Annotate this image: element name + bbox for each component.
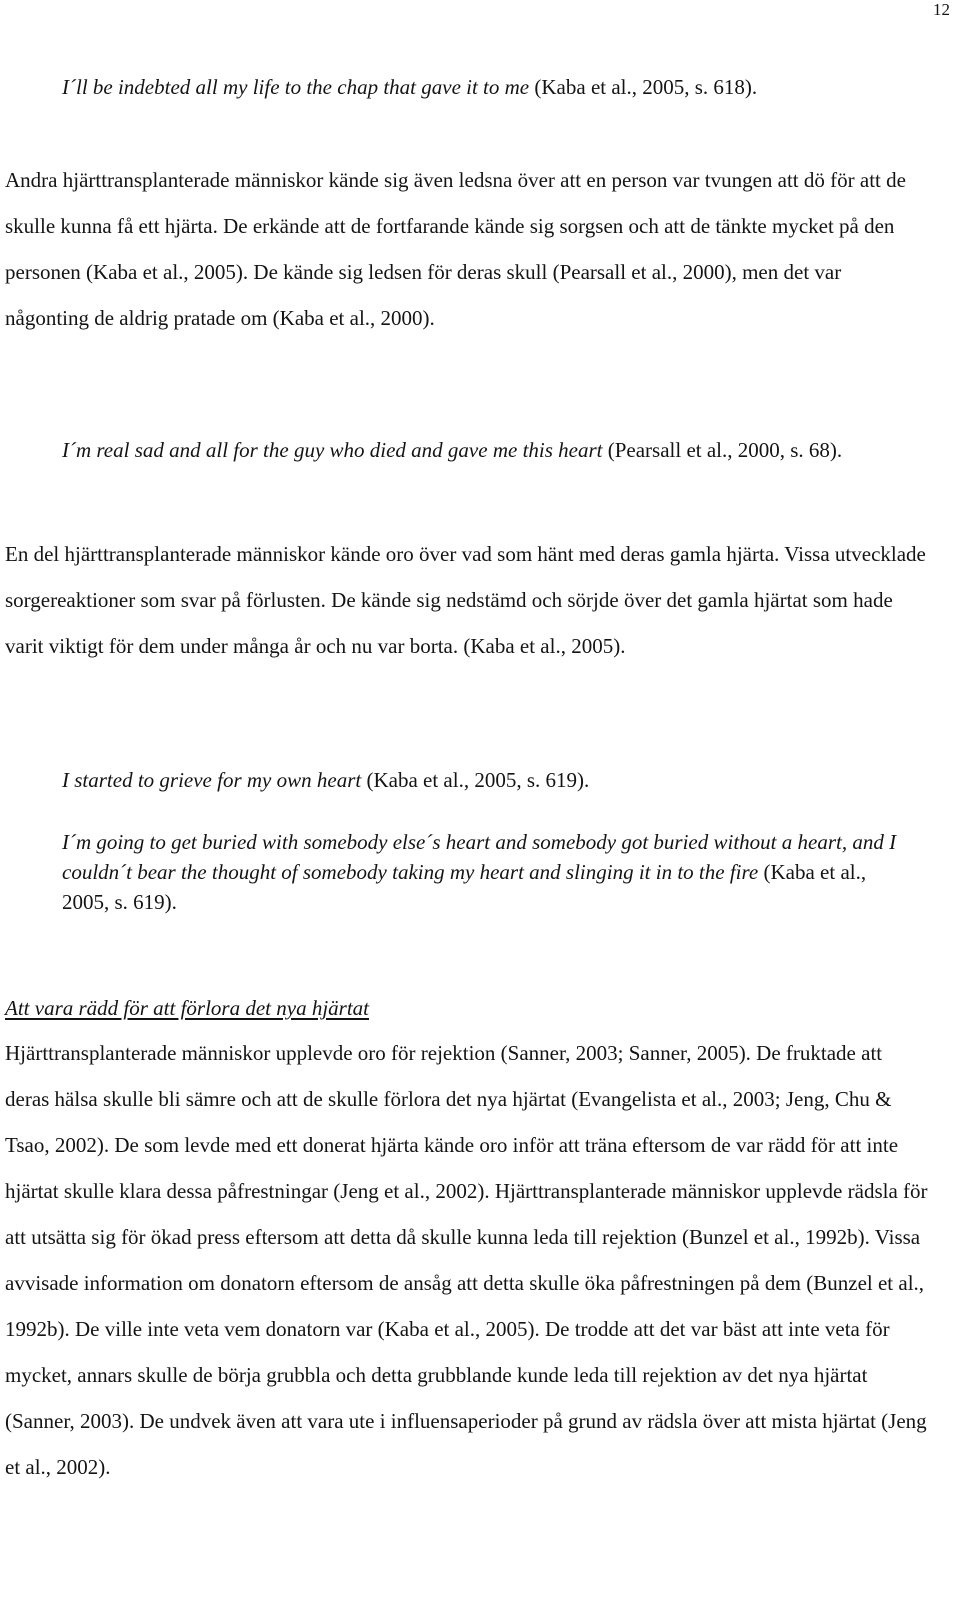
quote-text: I´ll be indebted all my life to the chap that gave it to me: [62, 75, 530, 99]
quote-citation: (Kaba et al., 2005, s. 618).: [529, 75, 758, 99]
quote-text: I´m real sad and all for the guy who died and gave me this heart: [62, 438, 603, 462]
quote-citation: (Pearsall et al., 2000, s. 68).: [602, 438, 843, 462]
quote-citation: (Kaba et al., 2005, s. 619).: [62, 860, 867, 914]
quote-block: [62, 435, 902, 465]
quote-text: I started to grieve for my own heart: [62, 768, 362, 792]
quote-text: I´m going to get buried with somebody else´s heart and somebody got buried without a heart, and I couldn´t bear the thought of somebody taking my heart and slinging it in to the fire: [62, 830, 897, 884]
page-number: 12: [933, 0, 950, 19]
quote-block: [62, 765, 902, 795]
quote-citation: (Kaba et al., 2005, s. 619).: [361, 768, 590, 792]
body-paragraph: Andra hjärttransplanterade människor kände sig även ledsna över att en person var tvungen att dö för att de skulle kunna få ett hjärta. De erkände att de fortfarande kände sig sorgsen och att de tänkte mycket på den personen (Kaba et al., 2005). De kände sig ledsen för deras skull (Pearsall et al., 2000), men det var någonting de aldrig pratade om (Kaba et al., 2000).: [5, 168, 906, 330]
section-heading: Att vara rädd för att förlora det nya hjärtat: [5, 996, 370, 1020]
quote-block: [62, 827, 902, 917]
body-paragraph: Hjärttransplanterade människor upplevde oro för rejektion (Sanner, 2003; Sanner, 2005). De fruktade att deras hälsa skulle bli sämre och att de skulle förlora det nya hjärtat (Evangelista et al., 2003; Jeng, Chu & Tsao, 2002). De som levde med ett donerat hjärta kände oro inför att träna eftersom de var rädd för att inte hjärtat skulle klara dessa påfrestningar (Jeng et al., 2002). Hjärttransplanterade människor upplevde rädsla för att utsätta sig för ökad press eftersom att detta då skulle kunna leda till rejektion (Bunzel et al., 1992b). Vissa avvisade information om donatorn eftersom de ansåg att detta skulle öka påfrestningen på dem (Bunzel et al., 1992b). De ville inte veta vem donatorn var (Kaba et al., 2005). De trodde att det var bäst att inte veta för mycket, annars skulle de börja grubbla och detta grubblande kunde leda till rejektion av det nya hjärtat (Sanner, 2003). De undvek även att vara ute i influensaperioder på grund av rädsla över att mista hjärtat (Jeng et al., 2002).: [5, 1041, 928, 1479]
body-paragraph: En del hjärttransplanterade människor kände oro över vad som hänt med deras gamla hjärta. Vissa utvecklade sorgereaktioner som svar på förlusten. De kände sig nedstämd och sörjde över det gamla hjärtat som hade varit viktigt för dem under många år och nu var borta. (Kaba et al., 2005).: [5, 542, 926, 658]
quote-block: [62, 72, 902, 102]
